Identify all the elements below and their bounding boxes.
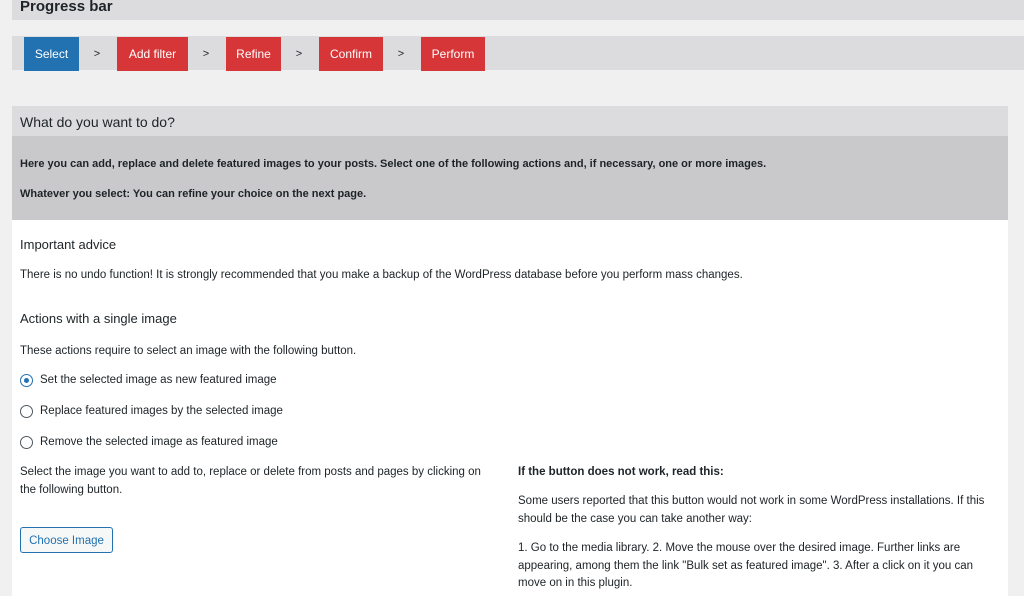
radio-label[interactable]: Set the selected image as new featured image — [40, 374, 277, 386]
step-refine: Refine — [226, 37, 281, 71]
progress-steps — [12, 36, 1024, 70]
choose-image-text-2: the following button. — [20, 484, 123, 496]
help-text-1a: Some users reported that this button would not work in some WordPress installations. If this — [518, 495, 985, 507]
step-perform: Perform — [421, 37, 485, 71]
help-text-1b: should be the case you can take another way: — [518, 513, 752, 525]
radio-button[interactable] — [20, 436, 33, 449]
radio-option-remove[interactable] — [20, 434, 278, 450]
intro-text-1: Here you can add, replace and delete featured images to your posts. Select one of the following actions and, if necessary, one or more images. — [20, 158, 767, 170]
radio-label[interactable]: Replace featured images by the selected image — [40, 405, 283, 417]
progress-bar-title: Progress bar — [20, 0, 113, 15]
choose-image-text-1: Select the image you want to add to, replace or delete from posts and pages by clicking on — [20, 466, 481, 478]
single-actions-text: These actions require to select an image with the following button. — [20, 345, 357, 357]
panel-title: What do you want to do? — [20, 114, 175, 130]
intro-text-2: Whatever you select: You can refine your choice on the next page. — [20, 188, 367, 200]
progress-bar-header — [12, 0, 1024, 20]
radio-label[interactable]: Remove the selected image as featured image — [40, 436, 278, 448]
advice-text: There is no undo function! It is strongly recommended that you make a backup of the WordPress database before you perform mass changes. — [20, 269, 743, 281]
help-text-2a: 1. Go to the media library. 2. Move the mouse over the desired image. Further links are — [518, 542, 961, 554]
panel-header — [12, 106, 1008, 136]
help-text-2b: appearing, among them the link "Bulk set as featured image". 3. After a click on it you can — [518, 560, 973, 572]
step-add-filter: Add filter — [117, 37, 188, 71]
radio-option-replace[interactable] — [20, 403, 283, 419]
step-select: Select — [24, 37, 79, 71]
radio-button[interactable] — [20, 405, 33, 418]
step-separator: > — [93, 48, 101, 60]
advice-title: Important advice — [20, 237, 117, 252]
step-separator: > — [295, 48, 303, 60]
step-separator: > — [397, 48, 405, 60]
radio-button[interactable] — [20, 374, 33, 387]
intro-box — [12, 136, 1008, 220]
step-confirm: Confirm — [319, 37, 383, 71]
help-text-2c: move on in this plugin. — [518, 577, 633, 589]
radio-option-set[interactable] — [20, 372, 277, 388]
choose-image-button[interactable]: Choose Image — [20, 527, 113, 553]
step-separator: > — [202, 48, 210, 60]
single-actions-title: Actions with a single image — [20, 311, 177, 326]
help-title: If the button does not work, read this: — [518, 466, 724, 478]
